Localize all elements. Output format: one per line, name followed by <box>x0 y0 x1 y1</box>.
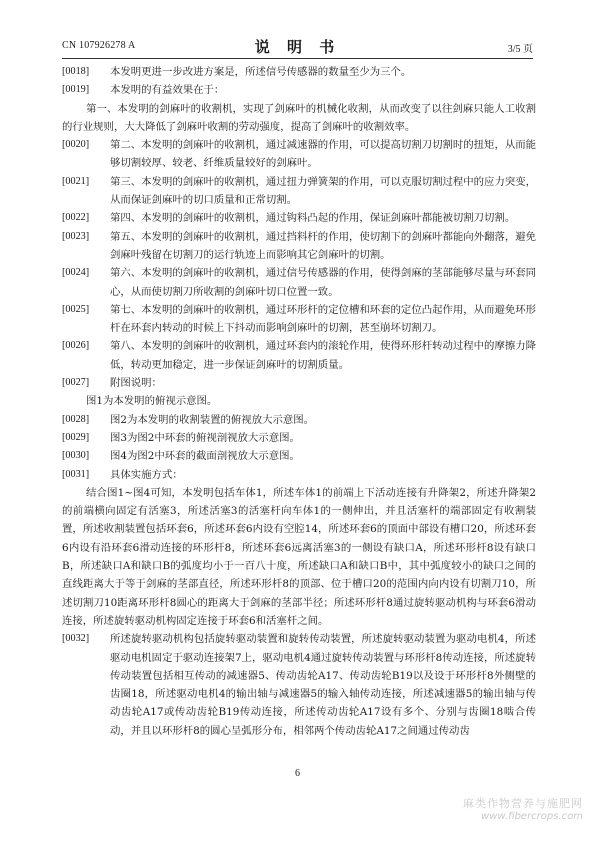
paragraph-text: 第八、本发明的剑麻叶的收割机，通过环套内的滚轮作用，使得环形杆转动过程中的摩擦力降低，转动更加稳定，进一步保证剑麻叶的切割质量。 <box>110 340 537 371</box>
paragraph-text: 第七、本发明的剑麻叶的收割机，通过环形杆的定位槽和环套的定位凸起作用，从而避免环形杆在环套内转动的时候上下抖动而影响剑麻叶的切割，甚至崩坏切割刀。 <box>110 303 537 335</box>
paragraph-number: [0020] <box>62 139 90 151</box>
paragraph-text: 本发明的有益效果在于： <box>110 84 225 97</box>
paragraph-number: [0025] <box>62 303 90 315</box>
paragraph-text: 图2为本发明的收割装置的俯视放大示意图。 <box>110 413 315 426</box>
paragraph-number: [0022] <box>62 212 90 224</box>
paragraph-text: 第二、本发明的剑麻叶的收割机，通过减速器的作用，可以提高切割刀切割时的扭矩，从而能够切割较厚、较老、纤维质量较好的剑麻叶。 <box>110 139 537 170</box>
site-watermark <box>463 795 583 822</box>
watermark-site-name: 麻类作物营养与施肥网 <box>463 797 583 810</box>
paragraph <box>62 630 536 740</box>
page-header <box>62 36 533 58</box>
paragraph-number: [0029] <box>62 431 90 443</box>
paragraph <box>62 301 536 338</box>
watermark-url: www.fibercrops.com <box>481 811 583 822</box>
paragraph-number: [0030] <box>62 450 90 462</box>
paragraph <box>62 100 536 137</box>
paragraph-number: [0032] <box>62 633 90 645</box>
paragraph <box>62 429 536 447</box>
paragraph-number: [0021] <box>62 175 90 187</box>
paragraph-text: 第五、本发明的剑麻叶的收割机，通过挡料杆的作用，使切割下的剑麻叶都能向外翻落，避免剑麻叶残留在切割刀的运行轨迹上而影响其它剑麻叶的切割。 <box>110 230 537 261</box>
paragraph-text: 图4为图2中环套的截面剖视放大示意图。 <box>110 450 300 463</box>
page-of-count: 3/5 页 <box>507 44 533 55</box>
header-divider <box>62 58 533 59</box>
paragraph-number: [0023] <box>62 230 90 242</box>
paragraph-text: 具体实施方式： <box>110 468 183 481</box>
page-number: 6 <box>295 768 300 779</box>
description-body <box>62 63 536 740</box>
paragraph-number: [0031] <box>62 468 90 480</box>
paragraph <box>62 209 536 227</box>
paragraph <box>62 228 536 265</box>
paragraph-text: 图3为图2中环套的俯视剖视放大示意图。 <box>110 431 300 444</box>
paragraph-number: [0024] <box>62 267 90 279</box>
paragraph <box>62 447 536 465</box>
document-number: CN 107926278 A <box>62 40 136 51</box>
paragraph-text: 第六、本发明的剑麻叶的收割机，通过信号传感器的作用，使得剑麻的茎部能够尽量与环套同心，从而使切割刀所收割的剑麻叶切口位置一致。 <box>110 267 537 298</box>
paragraph-text: 本发明更进一步改进方案是，所述信号传感器的数量至少为三个。 <box>110 66 412 78</box>
paragraph-text: 第三、本发明的剑麻叶的收割机，通过扭力弹簧架的作用，可以克服切割过程中的应力突变，从而保证剑麻叶的切口质量和正常切割。 <box>110 175 537 207</box>
page-title: 说 明 书 <box>254 38 341 56</box>
paragraph-number: [0018] <box>62 66 90 77</box>
paragraph <box>62 392 536 410</box>
paragraph <box>62 81 536 99</box>
paragraph <box>62 173 536 210</box>
paragraph-number: [0026] <box>62 340 90 352</box>
paragraph <box>62 136 536 173</box>
paragraph-number: [0028] <box>62 413 90 425</box>
paragraph <box>62 411 536 429</box>
paragraph-text: 第一、本发明的剑麻叶的收割机，实现了剑麻叶的机械化收割，从而改变了以往剑麻只能人工收割的行业规则，大大降低了剑麻叶收割的劳动强度，提高了剑麻叶的收割效率。 <box>62 102 536 133</box>
paragraph-number: [0019] <box>62 84 90 96</box>
paragraph <box>62 264 536 301</box>
paragraph-number: [0027] <box>62 377 90 389</box>
paragraph <box>62 466 536 484</box>
paragraph-text: 所述旋转驱动机构包括旋转驱动装置和旋转传动装置，所述旋转驱动装置为驱动电机4，所述驱动电机固定于驱动连接架7上，驱动电机4通过旋转传动装置与环形杆8传动连接，所述旋转传动装置包括相互传动的减速器5、传动齿轮A17、传动齿轮B19以及设于环形杆8外侧壁的齿圈18，所述驱动电机4的输出轴与减速器5的输入轴传动连接，所述减速器5的输出轴与传动齿轮A17或传动齿轮B19传动连接，所述传动齿轮A17设有多个、分别与齿圈18啮合传动，并且以环形杆8的圆心呈弧形分布，相邻两个传动齿轮A17之间通过传动齿 <box>110 633 536 737</box>
paragraph-text: 附图说明： <box>110 377 162 390</box>
paragraph <box>62 63 536 81</box>
paragraph-text: 第四、本发明的剑麻叶的收割机，通过钩料凸起的作用，保证剑麻叶都能被切割刀切割。 <box>110 212 516 225</box>
paragraph-text: 结合图1~图4可知，本发明包括车体1，所述车体1的前端上下活动连接有升降架2，所述升降架2的前端横向固定有活塞3，所述活塞3的活塞杆向车体1的一侧伸出，并且活塞杆的端部固定有收割装置，所述收割装置包括环套6，所述环套6内设有空腔14，所述环套6的顶面中部设有槽口20，所述环套6内设有沿环套6滑动连接的环形杆8，所述环套6远离活塞3的一侧设有缺口A，所述环形杆8设有缺口B，所述缺口A和缺口B的弧度均小于一百八十度，所述缺口A和缺口B中，其中弧度较小的缺口之间的直线距离大于等于剑麻的茎部直径，所述环形杆8的顶部、位于槽口20的范围内向内设有切割刀10，所述切割刀10距离环形杆8圆心的距离大于剑麻的茎部半径；所述环形杆8通过旋转驱动机构与环套6滑动连接，所述旋转驱动机构固定连接于环套6和活塞杆之间。 <box>62 486 536 627</box>
paragraph <box>62 374 536 392</box>
paragraph <box>62 484 536 630</box>
paragraph-text: 图1为本发明的俯视示意图。 <box>86 395 218 408</box>
paragraph <box>62 337 536 374</box>
